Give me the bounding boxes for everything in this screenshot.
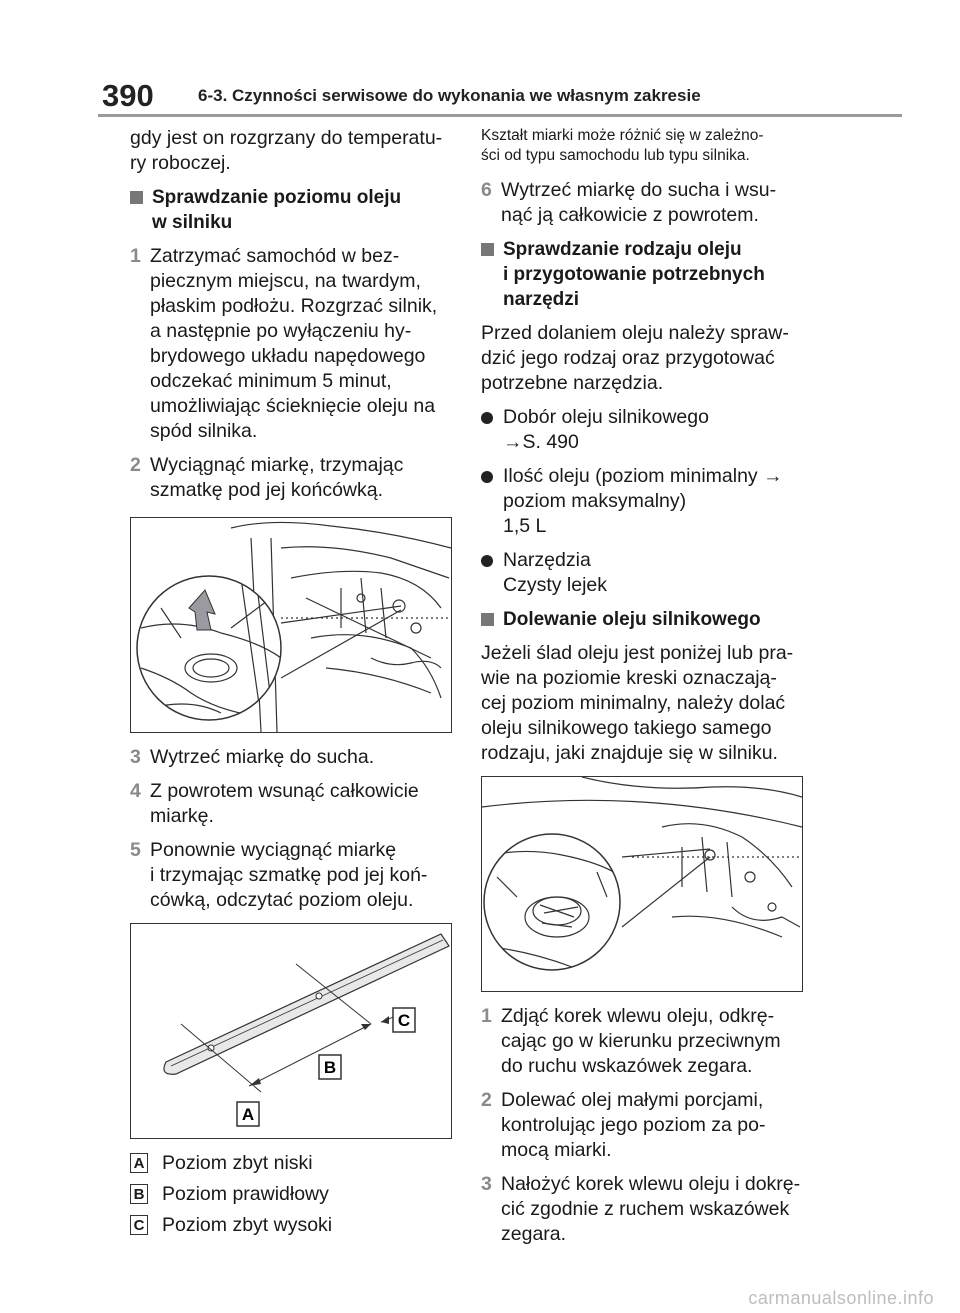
para-line: Przed dolaniem oleju należy spraw- xyxy=(481,322,789,344)
heading-line: narzędzi xyxy=(503,289,580,310)
legend-text: Poziom zbyt wysoki xyxy=(162,1214,333,1236)
step-number: 5 xyxy=(130,839,141,861)
step-line: Z powrotem wsunąć całkowicie xyxy=(150,780,419,802)
heading-add-oil xyxy=(481,607,803,632)
step-line: zegara. xyxy=(501,1223,567,1245)
step-1 xyxy=(130,244,452,444)
step-number: 4 xyxy=(130,780,141,802)
para-line: cej poziom minimalny, należy dolać xyxy=(481,692,786,714)
bullet-oil-selection xyxy=(481,405,803,455)
step-number: 2 xyxy=(481,1089,492,1111)
step-line: spód silnika. xyxy=(150,420,258,442)
heading-line: w silniku xyxy=(152,212,233,233)
intro-line: ry roboczej. xyxy=(130,152,231,174)
add-oil-step-1 xyxy=(481,1004,803,1079)
heading-line: Sprawdzanie rodzaju oleju xyxy=(503,239,742,260)
legend-item-a xyxy=(130,1151,452,1176)
step-line: Wyciągnąć miarkę, trzymając xyxy=(150,454,404,476)
step-5 xyxy=(130,838,452,913)
dipstick-removal-illustration xyxy=(130,517,452,733)
step-4 xyxy=(130,779,452,829)
heading-square-icon xyxy=(130,191,143,204)
legend-text: Poziom prawidłowy xyxy=(162,1183,329,1205)
bullet-line: 1,5 L xyxy=(503,515,547,537)
heading-line: Sprawdzanie poziomu oleju xyxy=(152,187,402,208)
legend-key: C xyxy=(130,1215,148,1235)
filler-cap-drawing xyxy=(482,777,802,991)
step-number: 3 xyxy=(130,746,141,768)
bullet-line: Narzędzia xyxy=(503,549,591,571)
label-b: B xyxy=(323,1058,337,1077)
step-line: do ruchu wskazówek zegara. xyxy=(501,1055,753,1077)
step-line: a następnie po wyłączeniu hy- xyxy=(150,320,412,342)
step-line: Wytrzeć miarkę do sucha i wsu- xyxy=(501,179,777,201)
step-line: Ponownie wyciągnąć miarkę xyxy=(150,839,397,861)
add-oil-paragraph xyxy=(481,641,803,766)
para-line: wie na poziomie kreski oznaczają- xyxy=(481,667,777,689)
step-line: Dolewać olej małymi porcjami, xyxy=(501,1089,764,1111)
heading-check-oil-type xyxy=(481,237,803,312)
heading-line: Dolewanie oleju silnikowego xyxy=(503,609,761,630)
bullet-tools xyxy=(481,548,803,598)
bullet-dot-icon xyxy=(481,471,493,483)
bullet-line: Ilość oleju (poziom minimalny → xyxy=(503,465,783,487)
para-line: Jeżeli ślad oleju jest poniżej lub pra- xyxy=(481,642,794,664)
step-line: kontrolując jego poziom za po- xyxy=(501,1114,766,1136)
bullet-line: Czysty lejek xyxy=(503,574,608,596)
note-line: Kształt miarki może różnić się w zależno- xyxy=(481,127,764,144)
step-number: 1 xyxy=(130,245,141,267)
page-header xyxy=(98,78,902,118)
legend-item-b xyxy=(130,1182,452,1207)
label-a: A xyxy=(241,1105,255,1124)
label-box-b xyxy=(319,1055,341,1079)
step-line: umożliwiając ścieknięcie oleju na xyxy=(150,395,436,417)
bullet-dot-icon xyxy=(481,555,493,567)
step-line: brydowego układu napędowego xyxy=(150,345,426,367)
label-c: C xyxy=(397,1011,411,1030)
intro-paragraph xyxy=(130,126,452,176)
step-line: mocą miarki. xyxy=(501,1139,612,1161)
step-line: Wytrzeć miarkę do sucha. xyxy=(150,746,375,768)
legend-key: A xyxy=(130,1153,148,1173)
step-2 xyxy=(130,453,452,503)
step-number: 3 xyxy=(481,1173,492,1195)
step-6 xyxy=(481,178,803,228)
para-line: oleju silnikowego takiego samego xyxy=(481,717,772,739)
bullet-dot-icon xyxy=(481,412,493,424)
step-line: szmatkę pod jej końcówką. xyxy=(150,479,384,501)
heading-square-icon xyxy=(481,243,494,256)
step-line: miarkę. xyxy=(150,805,214,827)
label-box-a xyxy=(237,1102,259,1126)
oil-filler-cap-illustration xyxy=(481,776,803,992)
add-oil-step-3 xyxy=(481,1172,803,1247)
intro-line: gdy jest on rozgrzany do temperatu- xyxy=(130,127,443,149)
step-line: i trzymając szmatkę pod jej koń- xyxy=(150,864,428,886)
step-line: odczekać minimum 5 minut, xyxy=(150,370,392,392)
bullet-oil-quantity xyxy=(481,464,803,539)
step-line: cając go w kierunku przeciwnym xyxy=(501,1030,781,1052)
heading-square-icon xyxy=(481,613,494,626)
para-line: rodzaju, jaki znajduje się w silniku. xyxy=(481,742,778,764)
engine-bay-drawing xyxy=(131,518,451,732)
step-3 xyxy=(130,745,452,770)
bullet-line: Dobór oleju silnikowego xyxy=(503,406,709,428)
step-line: Zdjąć korek wlewu oleju, odkrę- xyxy=(501,1005,775,1027)
step-line: nąć ją całkowicie z powrotem. xyxy=(501,204,759,226)
label-box-c xyxy=(393,1008,415,1032)
step-line: płaskim podłożu. Rozgrzać silnik, xyxy=(150,295,438,317)
dipstick-drawing xyxy=(131,924,451,1138)
right-column xyxy=(481,126,803,1256)
legend-key: B xyxy=(130,1184,148,1204)
heading-line: i przygotowanie potrzebnych xyxy=(503,264,765,285)
section-title: 6-3. Czynności serwisowe do wykonania we własnym zakresie xyxy=(198,86,701,105)
step-line: Zatrzymać samochód w bez- xyxy=(150,245,400,267)
legend-text: Poziom zbyt niski xyxy=(162,1152,313,1174)
header-divider xyxy=(98,114,902,117)
heading-check-oil-level xyxy=(130,185,452,235)
legend-item-c xyxy=(130,1213,452,1238)
note-line: ści od typu samochodu lub typu silnika. xyxy=(481,147,750,164)
oil-type-paragraph xyxy=(481,321,803,396)
step-line: cówką, odczytać poziom oleju. xyxy=(150,889,414,911)
step-number: 2 xyxy=(130,454,141,476)
page-number: 390 xyxy=(102,78,154,113)
add-oil-step-2 xyxy=(481,1088,803,1163)
para-line: dzić jego rodzaj oraz przygotować xyxy=(481,347,775,369)
left-column xyxy=(130,126,452,1244)
step-line: piecznym miejscu, na twardym, xyxy=(150,270,421,292)
step-line: cić zgodnie z ruchem wskazówek xyxy=(501,1198,790,1220)
page-reference-link[interactable]: →S. 490 xyxy=(503,431,579,453)
para-line: potrzebne narzędzia. xyxy=(481,372,664,394)
dipstick-shape-note xyxy=(481,126,803,166)
footer-watermark: carmanualsonline.info xyxy=(748,1288,934,1308)
dipstick-levels-illustration xyxy=(130,923,452,1139)
bullet-line: poziom maksymalny) xyxy=(503,490,687,512)
step-number: 1 xyxy=(481,1005,492,1027)
step-number: 6 xyxy=(481,179,492,201)
step-line: Nałożyć korek wlewu oleju i dokrę- xyxy=(501,1173,801,1195)
